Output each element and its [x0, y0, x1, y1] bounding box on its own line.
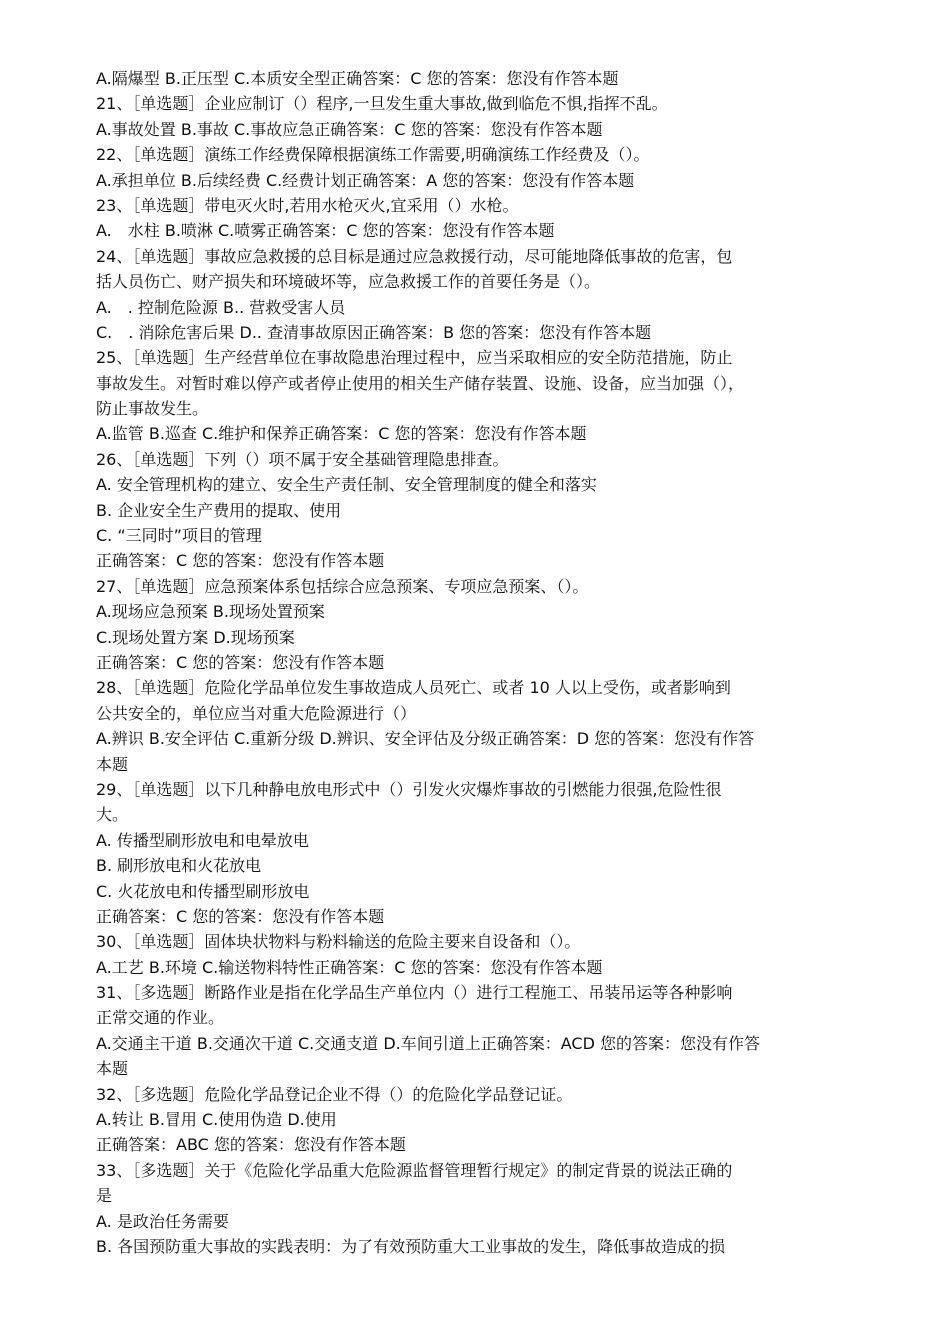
- text-line: A.转让 B.冒用 C.使用伪造 D.使用: [96, 1110, 337, 1130]
- text-line: 本题: [96, 1059, 129, 1079]
- text-line: 本题: [96, 754, 129, 774]
- text-line: C.现场处置方案 D.现场预案: [96, 627, 295, 647]
- question-29: 29、［单选题］以下几种静电放电形式中（）引发火灾爆炸事故的引燃能力很强,危险性很: [96, 779, 722, 799]
- question-28: 28、［单选题］危险化学品单位发生事故造成人员死亡、或者 10 人以上受伤，或者影响到: [96, 678, 731, 698]
- question-21: 21、［单选题］企业应制订（）程序,一旦发生重大事故,做到临危不惧,指挥不乱。: [96, 94, 668, 114]
- text-line: A.承担单位 B.后续经费 C.经费计划正确答案：A 您的答案：您没有作答本题: [96, 170, 635, 190]
- text-line: 防止事故发生。: [96, 399, 209, 419]
- question-31: 31、［多选题］断路作业是指在化学品生产单位内（）进行工程施工、吊装吊运等各种影响: [96, 983, 733, 1003]
- question-32: 32、［多选题］危险化学品登记企业不得（）的危险化学品登记证。: [96, 1084, 573, 1104]
- question-24: 24、［单选题］事故应急救援的总目标是通过应急救援行动，尽可能地降低事故的危害，包: [96, 246, 733, 266]
- text-line: A. 传播型刷形放电和电晕放电: [96, 830, 309, 850]
- question-33: 33、［多选题］关于《危险化学品重大危险源监督管理暂行规定》的制定背景的说法正确的: [96, 1160, 733, 1180]
- text-line: A.监管 B.巡查 C.维护和保养正确答案：C 您的答案：您没有作答本题: [96, 424, 587, 444]
- text-line: 正确答案：C 您的答案：您没有作答本题: [96, 906, 385, 926]
- text-line: 正常交通的作业。: [96, 1008, 225, 1028]
- text-line: 正确答案：C 您的答案：您没有作答本题: [96, 652, 385, 672]
- text-line: 正确答案：ABC 您的答案：您没有作答本题: [96, 1135, 406, 1155]
- text-line: B. 企业安全生产费用的提取、使用: [96, 500, 342, 520]
- question-23: 23、［单选题］带电灭火时,若用水枪灭火,宜采用（）水枪。: [96, 195, 519, 215]
- text-line: A. 安全管理机构的建立、安全生产责任制、安全管理制度的健全和落实: [96, 475, 597, 495]
- text-line: A.辨识 B.安全评估 C.重新分级 D.辨识、安全评估及分级正确答案：D 您的答案：您没有作答: [96, 729, 755, 749]
- question-25: 25、［单选题］生产经营单位在事故隐患治理过程中，应当采取相应的安全防范措施，防止: [96, 348, 733, 368]
- document-body: [96, 66, 876, 1259]
- text-line: 括人员伤亡、财产损失和环境破坏等，应急救援工作的首要任务是（）。: [96, 272, 601, 292]
- text-line: A.隔爆型 B.正压型 C.本质安全型正确答案：C 您的答案：您没有作答本题: [96, 69, 619, 88]
- question-26: 26、［单选题］下列（）项不属于安全基础管理隐患排查。: [96, 449, 509, 469]
- text-line: 正确答案：C 您的答案：您没有作答本题: [96, 551, 385, 571]
- text-line: C. . 消除危害后果 D.. 查清事故原因正确答案：B 您的答案：您没有作答本题: [96, 322, 652, 342]
- text-line: 是: [96, 1186, 113, 1206]
- text-line: 公共安全的，单位应当对重大危险源进行（）: [96, 703, 417, 723]
- text-line: A.现场应急预案 B.现场处置预案: [96, 602, 325, 622]
- text-line: 事故发生。对暂时难以停产或者停止使用的相关生产储存装置、设施、设备，应当加强（），: [96, 373, 745, 393]
- text-line: A.交通主干道 B.交通次干道 C.交通支道 D.车间引道上正确答案：ACD 您的答案：您没有作答: [96, 1033, 760, 1053]
- text-line: B. 刷形放电和火花放电: [96, 856, 262, 876]
- question-27: 27、［单选题］应急预案体系包括综合应急预案、专项应急预案、（）。: [96, 576, 589, 596]
- text-line: A. . 控制危险源 B.. 营救受害人员: [96, 297, 346, 317]
- text-line: 大。: [96, 805, 129, 825]
- question-22: 22、［单选题］演练工作经费保障根据演练工作需要,明确演练工作经费及（）。: [96, 145, 650, 165]
- question-30: 30、［单选题］固体块状物料与粉料输送的危险主要来自设备和（）。: [96, 932, 581, 952]
- text-line: A. 是政治任务需要: [96, 1211, 229, 1231]
- text-line: B. 各国预防重大事故的实践表明：为了有效预防重大工业事故的发生，降低事故造成的损: [96, 1236, 726, 1256]
- text-line: A. 水柱 B.喷淋 C.喷雾正确答案：C 您的答案：您没有作答本题: [96, 221, 555, 241]
- text-line: C. 火花放电和传播型刷形放电: [96, 881, 310, 901]
- text-line: C. “三同时”项目的管理: [96, 526, 262, 546]
- text-line: A.事故处置 B.事故 C.事故应急正确答案：C 您的答案：您没有作答本题: [96, 119, 603, 139]
- text-line: A.工艺 B.环境 C.输送物料特性正确答案：C 您的答案：您没有作答本题: [96, 957, 603, 977]
